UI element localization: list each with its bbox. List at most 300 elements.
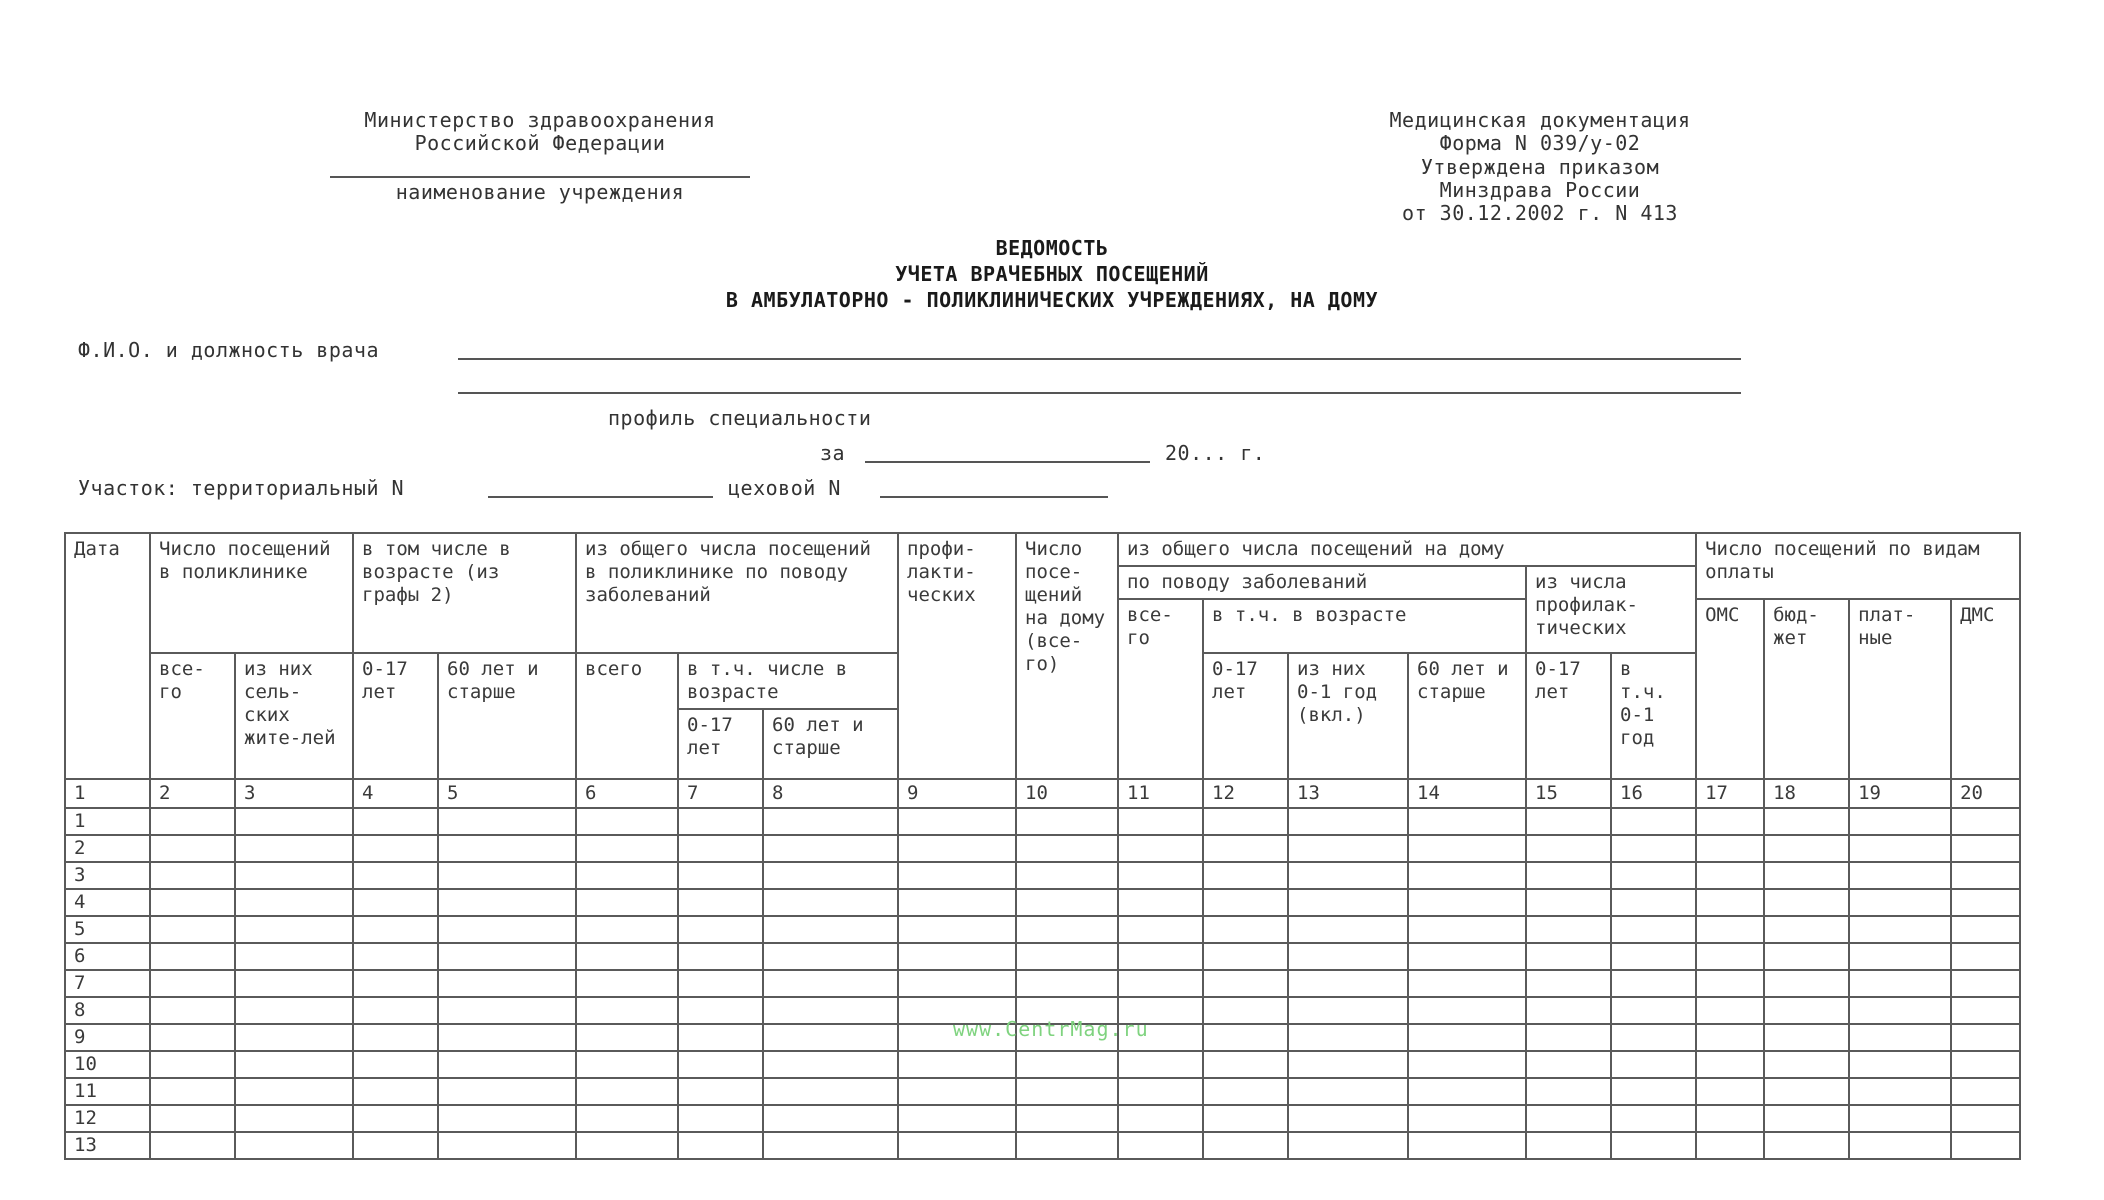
table-cell[interactable] [1288,997,1408,1024]
table-cell[interactable] [1611,835,1696,862]
table-cell[interactable] [678,916,763,943]
table-cell[interactable] [1611,1024,1696,1051]
table-row [65,970,2020,997]
table-cell[interactable] [1696,970,1764,997]
table-cell[interactable] [576,889,678,916]
table-cell[interactable] [150,1051,235,1078]
specialty-label: профиль специальности [608,406,872,430]
table-cell[interactable] [1288,808,1408,835]
table-cell[interactable] [1951,808,2020,835]
shop-number-line[interactable] [880,496,1108,498]
header-rural: из них сель-ских жите-лей [235,653,353,779]
title-line1: ВЕДОМОСТЬ [995,236,1109,260]
table-cell[interactable] [763,808,898,835]
table-cell[interactable] [1764,970,1849,997]
table-cell[interactable] [1016,1105,1118,1132]
table-cell[interactable] [678,862,763,889]
table-cell[interactable] [1526,1078,1611,1105]
title-line3: В АМБУЛАТОРНО - ПОЛИКЛИНИЧЕСКИХ УЧРЕЖДЕНИЯХ, НА ДОМУ [725,288,1379,312]
table-cell[interactable] [150,916,235,943]
table-cell[interactable] [1849,943,1951,970]
table-cell[interactable] [235,1132,353,1159]
table-cell[interactable] [150,970,235,997]
table-cell[interactable] [678,889,763,916]
table-cell[interactable] [1951,916,2020,943]
table-cell[interactable] [576,1105,678,1132]
table-cell[interactable] [1016,1078,1118,1105]
ministry-line1: Министерство здравоохранения [364,108,716,132]
table-cell[interactable] [150,997,235,1024]
table-cell[interactable] [576,997,678,1024]
header-home-age-0-17: 0-17 лет [1203,653,1288,779]
header-dms: ДМС [1951,599,2020,779]
table-cell[interactable] [438,1105,576,1132]
table-cell[interactable] [1764,1105,1849,1132]
table-cell[interactable] [1408,970,1526,997]
table-cell[interactable] [898,943,1016,970]
table-cell[interactable] [1408,1024,1526,1051]
table-cell[interactable] [235,997,353,1024]
table-cell[interactable] [763,1105,898,1132]
table-cell[interactable] [1696,889,1764,916]
table-cell[interactable] [1118,916,1203,943]
table-cell[interactable] [353,1024,438,1051]
table-cell[interactable] [438,943,576,970]
table-cell[interactable] [763,862,898,889]
table-cell[interactable] [1203,1078,1288,1105]
table-cell[interactable] [235,916,353,943]
table-row [65,889,2020,916]
table-cell[interactable] [1016,889,1118,916]
table-cell[interactable] [898,835,1016,862]
table-cell[interactable] [1611,1105,1696,1132]
table-row [65,862,2020,889]
table-cell[interactable] [1696,1024,1764,1051]
header-budget: бюд-жет [1764,599,1849,779]
table-cell[interactable] [576,862,678,889]
table-cell[interactable] [576,1024,678,1051]
table-cell[interactable] [1288,1078,1408,1105]
table-cell[interactable] [763,997,898,1024]
table-cell[interactable] [1016,916,1118,943]
table-cell[interactable] [678,808,763,835]
table-cell[interactable] [576,1078,678,1105]
table-cell[interactable] [1203,835,1288,862]
table-cell[interactable] [150,1132,235,1159]
table-cell[interactable] [576,970,678,997]
table-cell[interactable] [763,889,898,916]
table-cell[interactable] [1526,916,1611,943]
table-cell[interactable] [763,943,898,970]
table-cell[interactable] [1611,1051,1696,1078]
table-cell[interactable] [1696,862,1764,889]
row-number: 10 [65,1051,150,1078]
table-row [65,943,2020,970]
column-number: 4 [353,779,438,808]
table-cell[interactable] [1526,1132,1611,1159]
table-cell[interactable] [150,1024,235,1051]
table-cell[interactable] [1408,1105,1526,1132]
table-cell[interactable] [353,916,438,943]
table-cell[interactable] [1203,889,1288,916]
table-cell[interactable] [1764,808,1849,835]
column-number: 11 [1118,779,1203,808]
doc-line4: Минздрава России [1439,178,1641,202]
table-cell[interactable] [1016,1132,1118,1159]
table-cell[interactable] [898,862,1016,889]
table-cell[interactable] [150,889,235,916]
table-cell[interactable] [1611,1078,1696,1105]
table-cell[interactable] [1526,835,1611,862]
table-cell[interactable] [1849,1132,1951,1159]
table-cell[interactable] [235,835,353,862]
table-cell[interactable] [678,1024,763,1051]
table-cell[interactable] [763,1078,898,1105]
table-cell[interactable] [150,862,235,889]
table-cell[interactable] [353,862,438,889]
table-cell[interactable] [1408,889,1526,916]
table-cell[interactable] [353,1132,438,1159]
table-cell[interactable] [1764,1078,1849,1105]
table-cell[interactable] [1203,997,1288,1024]
table-cell[interactable] [353,1078,438,1105]
column-number: 2 [150,779,235,808]
table-cell[interactable] [1611,997,1696,1024]
header-home-age-60: 60 лет и старше [1408,653,1526,779]
table-cell[interactable] [1526,1051,1611,1078]
table-cell[interactable] [1288,1105,1408,1132]
table-cell[interactable] [1203,1024,1288,1051]
table-cell[interactable] [438,808,576,835]
table-cell[interactable] [1849,1051,1951,1078]
table-cell[interactable] [438,862,576,889]
table-cell[interactable] [1951,835,2020,862]
table-cell[interactable] [1203,970,1288,997]
table-cell[interactable] [1408,997,1526,1024]
table-cell[interactable] [1696,997,1764,1024]
table-cell[interactable] [898,889,1016,916]
table-cell[interactable] [1526,943,1611,970]
table-cell[interactable] [1203,862,1288,889]
row-number: 3 [65,862,150,889]
table-cell[interactable] [1696,916,1764,943]
table-cell[interactable] [1408,1078,1526,1105]
table-cell[interactable] [235,889,353,916]
table-cell[interactable] [438,997,576,1024]
table-cell[interactable] [1203,1051,1288,1078]
table-cell[interactable] [1118,835,1203,862]
table-cell[interactable] [438,1132,576,1159]
table-cell[interactable] [1526,862,1611,889]
table-cell[interactable] [235,1051,353,1078]
table-cell[interactable] [678,997,763,1024]
table-cell[interactable] [1203,1132,1288,1159]
table-cell[interactable] [1526,1024,1611,1051]
row-number: 4 [65,889,150,916]
table-cell[interactable] [763,835,898,862]
table-cell[interactable] [438,1024,576,1051]
header-home-visits: Число посе-щений на дому (все-го) [1016,533,1118,779]
table-cell[interactable] [1526,889,1611,916]
table-cell[interactable] [1118,808,1203,835]
column-number: 8 [763,779,898,808]
table-cell[interactable] [678,1078,763,1105]
table-cell[interactable] [576,835,678,862]
table-cell[interactable] [1764,916,1849,943]
row-number: 13 [65,1132,150,1159]
table-cell[interactable] [678,1105,763,1132]
row-number: 11 [65,1078,150,1105]
table-cell[interactable] [763,1051,898,1078]
table-cell[interactable] [1696,1105,1764,1132]
table-cell[interactable] [1849,889,1951,916]
row-number: 1 [65,808,150,835]
table-cell[interactable] [1764,1132,1849,1159]
table-cell[interactable] [1118,1078,1203,1105]
table-cell[interactable] [1408,835,1526,862]
table-cell[interactable] [1288,1132,1408,1159]
table-cell[interactable] [1288,1051,1408,1078]
table-cell[interactable] [576,916,678,943]
table-cell[interactable] [235,1024,353,1051]
table-cell[interactable] [1203,1105,1288,1132]
table-cell[interactable] [1016,835,1118,862]
table-cell[interactable] [1849,835,1951,862]
table-cell[interactable] [1203,943,1288,970]
table-cell[interactable] [1849,808,1951,835]
table-cell[interactable] [235,1105,353,1132]
table-cell[interactable] [1951,970,2020,997]
table-cell[interactable] [353,970,438,997]
table-cell[interactable] [438,970,576,997]
shop-label: цеховой N [728,476,841,500]
table-cell[interactable] [576,808,678,835]
table-cell[interactable] [353,943,438,970]
table-cell[interactable] [1203,916,1288,943]
table-cell[interactable] [1526,997,1611,1024]
table-cell[interactable] [1611,808,1696,835]
table-cell[interactable] [1408,943,1526,970]
table-cell[interactable] [1764,889,1849,916]
table-cell[interactable] [438,835,576,862]
table-cell[interactable] [235,808,353,835]
header-payment: Число посещений по видам оплаты [1696,533,2020,599]
table-cell[interactable] [1611,943,1696,970]
table-cell[interactable] [1849,916,1951,943]
table-cell[interactable] [1288,1024,1408,1051]
table-cell[interactable] [1016,808,1118,835]
table-cell[interactable] [1611,916,1696,943]
table-cell[interactable] [1526,1105,1611,1132]
table-cell[interactable] [353,835,438,862]
table-row [65,835,2020,862]
table-cell[interactable] [576,943,678,970]
for-label: за [820,441,846,465]
table-cell[interactable] [1118,862,1203,889]
table-cell[interactable] [438,1078,576,1105]
table-cell[interactable] [1849,862,1951,889]
table-cell[interactable] [1118,1132,1203,1159]
table-cell[interactable] [1611,970,1696,997]
period-line[interactable] [865,461,1150,463]
header-prophyl-0-1: в т.ч. 0-1 год [1611,653,1696,779]
table-cell[interactable] [1016,970,1118,997]
table-cell[interactable] [1696,1078,1764,1105]
table-cell[interactable] [1951,862,2020,889]
table-cell[interactable] [1611,1132,1696,1159]
header-home-age-0-1: из них 0-1 год (вкл.) [1288,653,1408,779]
table-cell[interactable] [1611,862,1696,889]
table-cell[interactable] [353,1105,438,1132]
table-cell[interactable] [1288,862,1408,889]
table-cell[interactable] [1118,1105,1203,1132]
table-cell[interactable] [1764,1051,1849,1078]
table-cell[interactable] [1951,997,2020,1024]
table-cell[interactable] [1611,889,1696,916]
table-cell[interactable] [1016,943,1118,970]
table-cell[interactable] [898,808,1016,835]
table-cell[interactable] [1849,970,1951,997]
table-cell[interactable] [678,1051,763,1078]
table-cell[interactable] [1288,835,1408,862]
table-cell[interactable] [678,835,763,862]
table-cell[interactable] [1849,997,1951,1024]
table-cell[interactable] [1696,943,1764,970]
table-cell[interactable] [1951,1105,2020,1132]
table-cell[interactable] [1696,808,1764,835]
column-number: 6 [576,779,678,808]
table-cell[interactable] [1408,916,1526,943]
table-cell[interactable] [235,970,353,997]
table-cell[interactable] [1203,808,1288,835]
table-cell[interactable] [353,1051,438,1078]
table-cell[interactable] [150,1078,235,1105]
header-age-0-17: 0-17 лет [353,653,438,779]
table-cell[interactable] [898,1105,1016,1132]
table-cell[interactable] [353,889,438,916]
table-cell[interactable] [1764,1024,1849,1051]
table-cell[interactable] [1408,862,1526,889]
table-cell[interactable] [1951,889,2020,916]
table-cell[interactable] [235,943,353,970]
table-cell[interactable] [1288,889,1408,916]
table-cell[interactable] [678,970,763,997]
table-cell[interactable] [1764,997,1849,1024]
table-cell[interactable] [763,1132,898,1159]
table-cell[interactable] [898,970,1016,997]
table-cell[interactable] [438,916,576,943]
table-row [65,1132,2020,1159]
table-cell[interactable] [353,997,438,1024]
header-prophyl-0-17: 0-17 лет [1526,653,1611,779]
doc-line3: Утверждена приказом [1420,155,1660,179]
table-cell[interactable] [1696,1051,1764,1078]
header-clinic-age-0-17: 0-17 лет [678,709,763,779]
table-cell[interactable] [1951,1078,2020,1105]
district-number-line[interactable] [488,496,713,498]
table-cell[interactable] [1951,1132,2020,1159]
table-cell[interactable] [1118,1051,1203,1078]
table-cell[interactable] [438,889,576,916]
table-cell[interactable] [438,1051,576,1078]
table-cell[interactable] [1849,1078,1951,1105]
table-cell[interactable] [1951,1024,2020,1051]
column-number: 12 [1203,779,1288,808]
table-cell[interactable] [1764,943,1849,970]
doctor-position-line[interactable] [458,392,1741,394]
table-cell[interactable] [1408,1132,1526,1159]
table-cell[interactable] [1118,943,1203,970]
row-number: 6 [65,943,150,970]
doc-date: от 30.12.2002 г. N 413 [1402,201,1678,225]
table-cell[interactable] [1288,916,1408,943]
table-cell[interactable] [1764,862,1849,889]
table-cell[interactable] [1408,808,1526,835]
header-age-60: 60 лет и старше [438,653,576,779]
table-cell[interactable] [1288,943,1408,970]
table-cell[interactable] [763,970,898,997]
table-cell[interactable] [576,1051,678,1078]
table-cell[interactable] [898,1132,1016,1159]
table-cell[interactable] [1016,1051,1118,1078]
header-home-disease: по поводу заболеваний [1118,566,1526,599]
table-cell[interactable] [150,1105,235,1132]
table-cell[interactable] [898,1078,1016,1105]
table-cell[interactable] [763,916,898,943]
table-cell[interactable] [1526,808,1611,835]
table-cell[interactable] [150,835,235,862]
table-cell[interactable] [763,1024,898,1051]
table-cell[interactable] [678,943,763,970]
column-number: 19 [1849,779,1951,808]
table-cell[interactable] [1526,970,1611,997]
header-oms: ОМС [1696,599,1764,779]
column-number: 18 [1764,779,1849,808]
row-number: 12 [65,1105,150,1132]
table-cell[interactable] [353,808,438,835]
table-cell[interactable] [150,808,235,835]
table-cell[interactable] [1118,970,1203,997]
table-row [65,1051,2020,1078]
table-cell[interactable] [1849,1105,1951,1132]
table-cell[interactable] [1951,1051,2020,1078]
table-cell[interactable] [1849,1024,1951,1051]
table-cell[interactable] [1696,835,1764,862]
doctor-name-line[interactable] [458,358,1741,360]
row-number: 7 [65,970,150,997]
table-cell[interactable] [898,1051,1016,1078]
table-cell[interactable] [576,1132,678,1159]
column-number: 5 [438,779,576,808]
table-cell[interactable] [150,943,235,970]
table-cell[interactable] [235,862,353,889]
table-cell[interactable] [1696,1132,1764,1159]
table-cell[interactable] [678,1132,763,1159]
table-cell[interactable] [235,1078,353,1105]
table-cell[interactable] [1118,889,1203,916]
header-incl-age: в том числе в возрасте (из графы 2) [353,533,576,653]
table-cell[interactable] [1764,835,1849,862]
doc-form-number: Форма N 039/у-02 [1439,131,1641,155]
table-cell[interactable] [1288,970,1408,997]
table-cell[interactable] [1408,1051,1526,1078]
header-date: Дата [65,533,150,779]
table-cell[interactable] [1951,943,2020,970]
table-cell[interactable] [898,916,1016,943]
header-incl-age2: в т.ч. числе в возрасте [678,653,898,709]
table-cell[interactable] [1016,862,1118,889]
column-number: 20 [1951,779,2020,808]
